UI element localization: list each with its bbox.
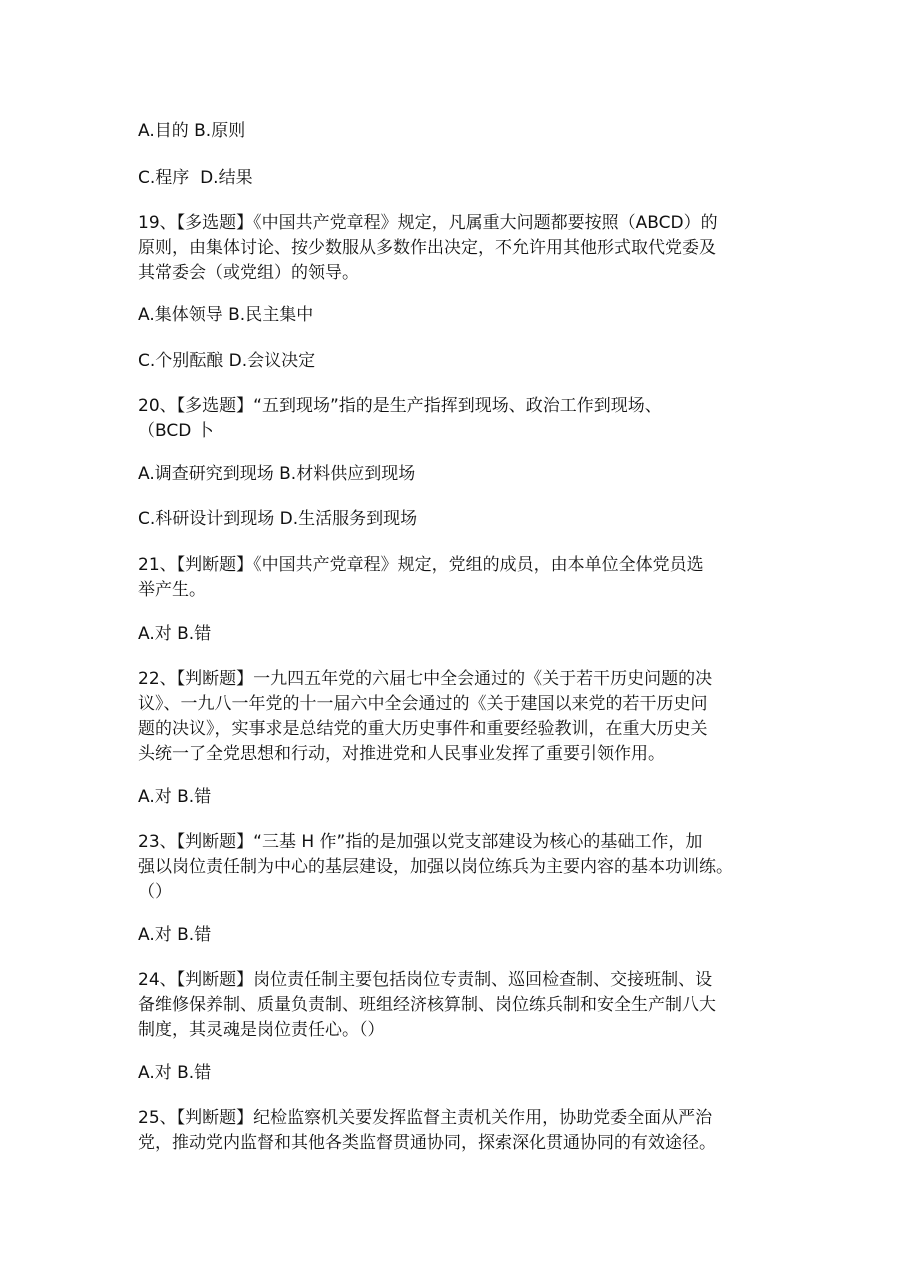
option-line: A.目的 B.原则 [138,121,246,141]
question-23-line: 23、【判断题】“三基 H 作”指的是加强以党支部建设为核心的基础工作，加 [138,832,703,852]
option-line: A.对 B.错 [138,1063,212,1083]
question-19-line: 原则，由集体讨论、按少数服从多数作出决定，不允许用其他形式取代党委及 [138,238,716,258]
option-line: A.对 B.错 [138,925,212,945]
option-line: C.程序 D.结果 [138,168,253,188]
question-25-line: 党，推动党内监督和其他各类监督贯通协同，探索深化贯通协同的有效途径。 [138,1133,716,1153]
question-24-line: 制度，其灵魂是岗位责任心。（） [138,1020,385,1040]
question-23-line: （） [138,882,172,902]
question-22-line: 22、【判断题】一九四五年党的六届七中全会通过的《关于若干历史问题的决 [138,669,713,689]
question-19-line: 其常委会（或党组）的领导。 [138,263,359,283]
option-line: C.科研设计到现场 D.生活服务到现场 [138,509,418,529]
question-20-line: （BCD 卜 [138,421,214,441]
question-23-line: 强以岗位责任制为中心的基层建设，加强以岗位练兵为主要内容的基本功训练。 [138,857,733,877]
question-25-line: 25、【判断题】纪检监察机关要发挥监督主责机关作用，协助党委全面从严治 [138,1108,713,1128]
option-line: A.调查研究到现场 B.材料供应到现场 [138,464,416,484]
option-line: A.集体领导 B.民主集中 [138,305,314,325]
option-line: A.对 B.错 [138,787,212,807]
question-22-line: 头统一了全党思想和行动，对推进党和人民事业发挥了重要引领作用。 [138,744,665,764]
question-21-line: 21、【判断题】《中国共产党章程》规定，党组的成员，由本单位全体党员选 [138,555,704,575]
question-24-line: 24、【判断题】岗位责任制主要包括岗位专责制、巡回检查制、交接班制、设 [138,970,713,990]
question-19-line: 19、【多选题】《中国共产党章程》规定，凡属重大问题都要按照（ABCD）的 [138,213,718,233]
question-24-line: 备维修保养制、质量负责制、班组经济核算制、岗位练兵制和安全生产制八大 [138,995,716,1015]
question-20-line: 20、【多选题】“五到现场”指的是生产指挥到现场、政治工作到现场、 [138,396,662,416]
question-22-line: 题的决议》，实事求是总结党的重大历史事件和重要经验教训，在重大历史关 [138,719,708,739]
option-line: A.对 B.错 [138,624,212,644]
question-22-line: 议》、一九八一年党的十一届六中全会通过的《关于建国以来党的若干历史问 [138,694,708,714]
option-line: C.个别酝酿 D.会议决定 [138,351,316,371]
question-21-line: 举产生。 [138,580,206,600]
